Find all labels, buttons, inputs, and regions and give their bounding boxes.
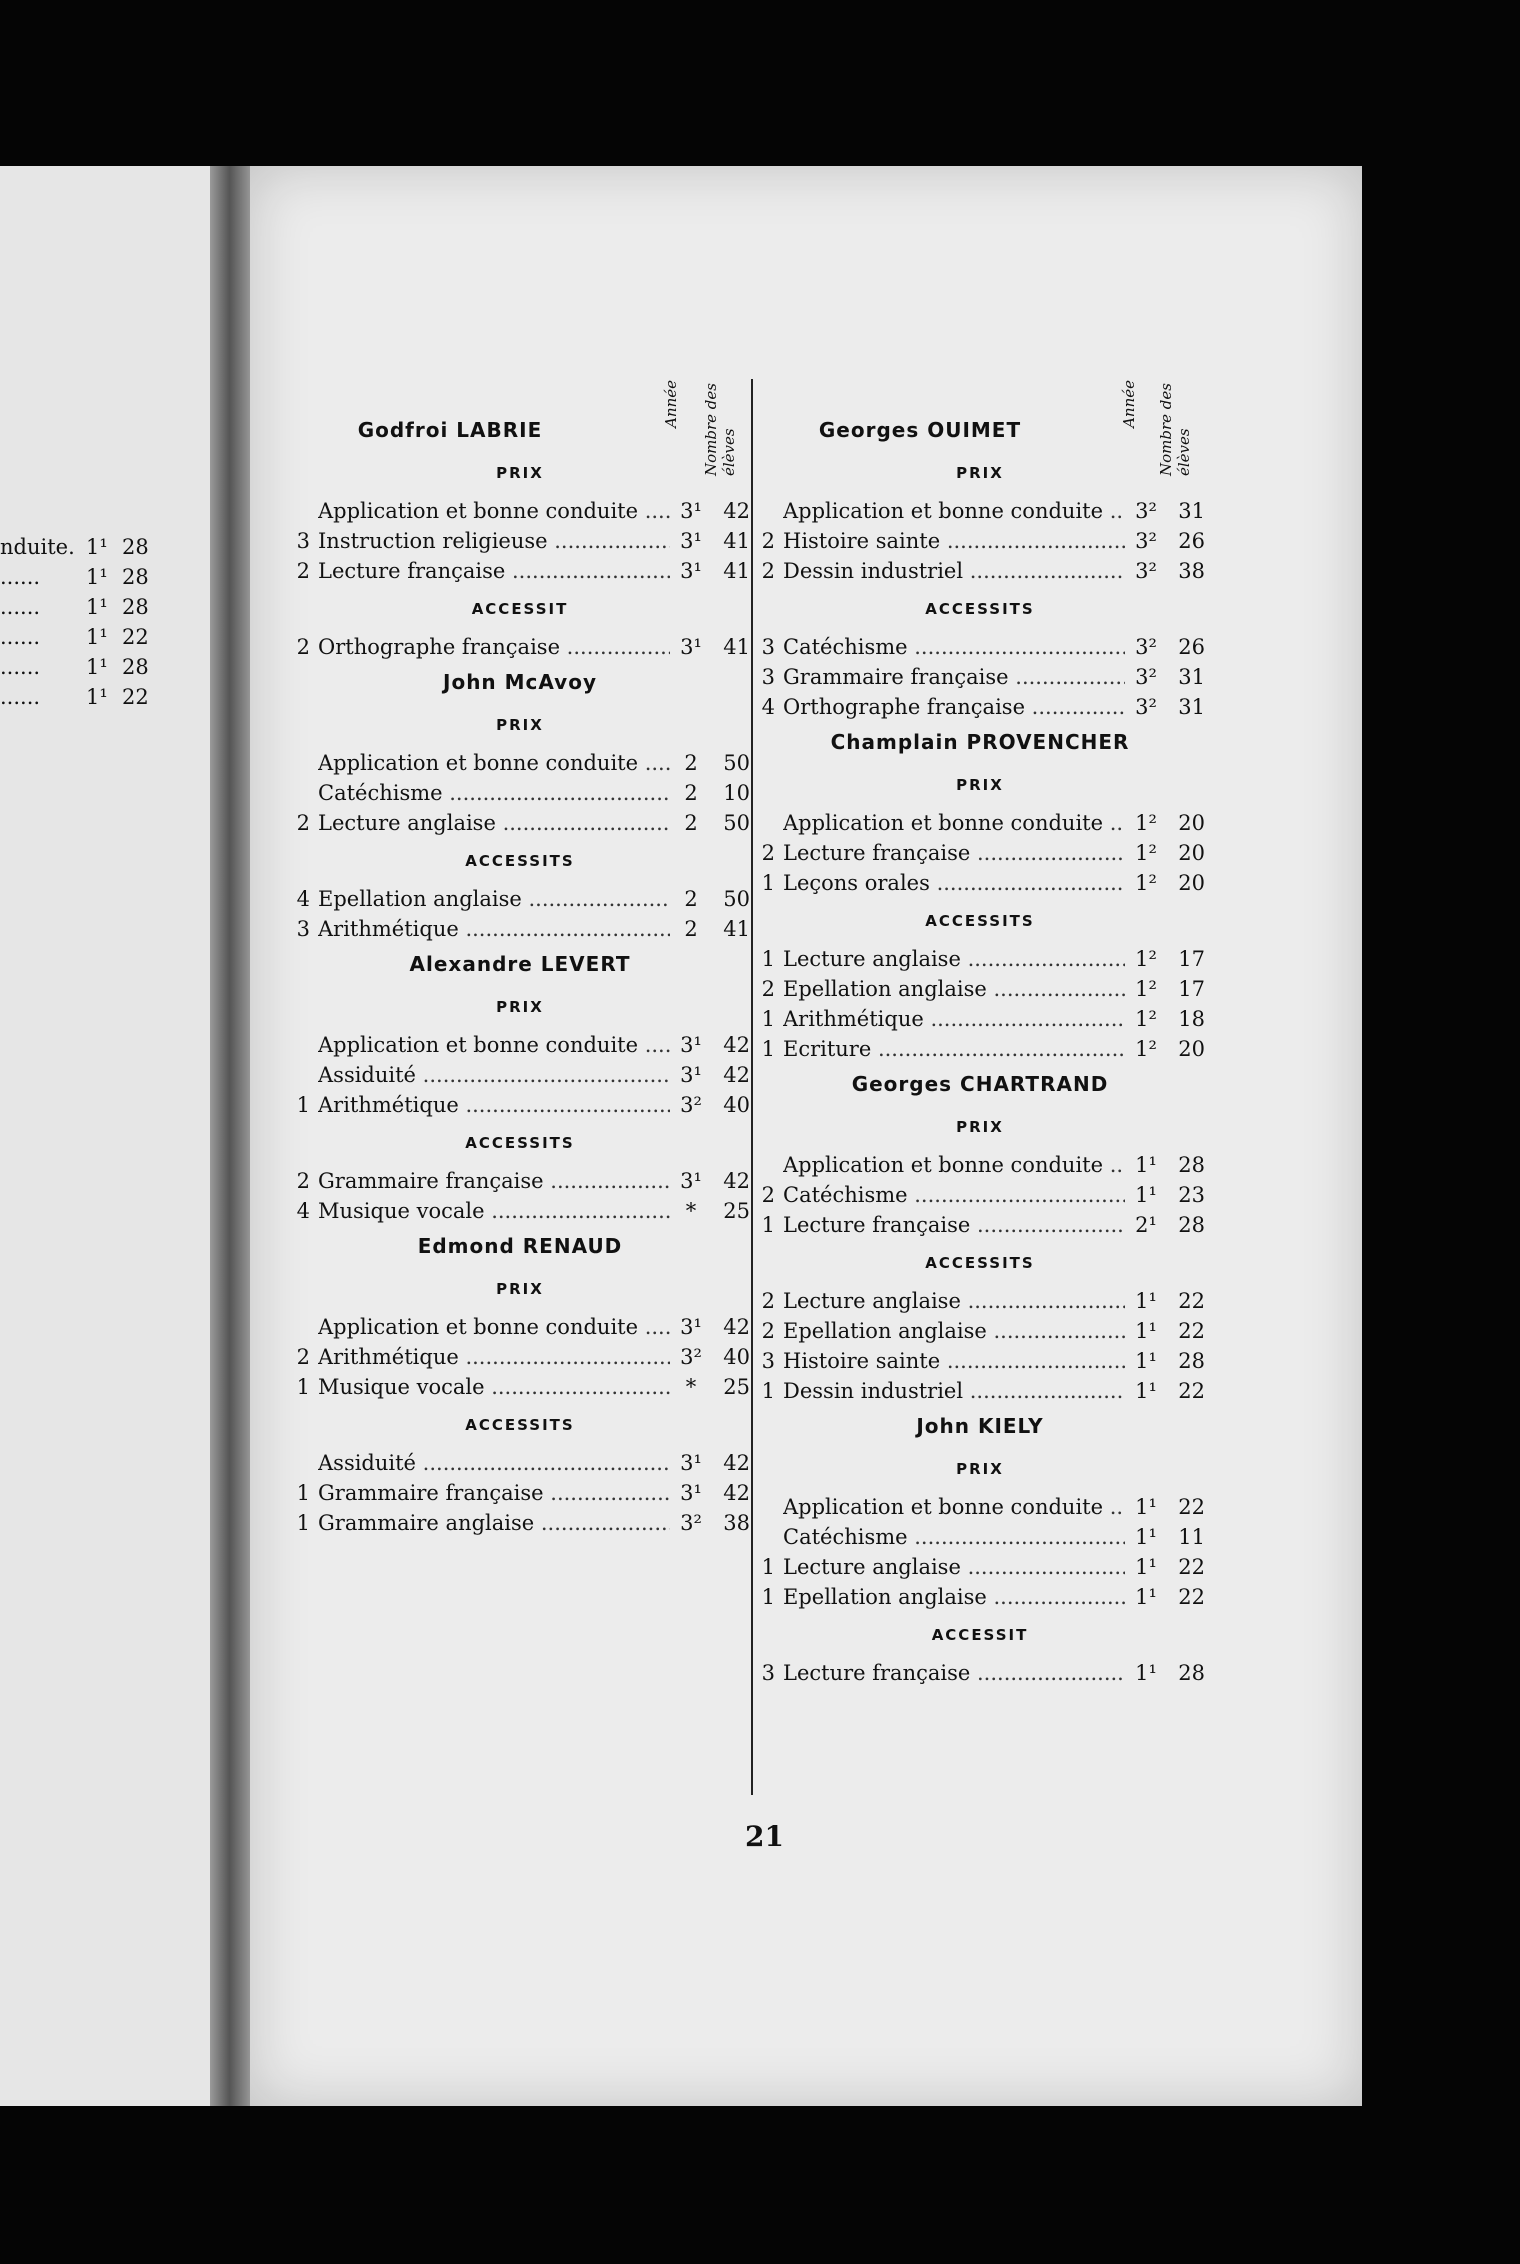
award-year: 3² bbox=[680, 1345, 702, 1369]
award-year: 3¹ bbox=[680, 529, 702, 553]
left-column bbox=[290, 380, 750, 1538]
award-row bbox=[755, 1492, 1205, 1522]
award-rank: 4 bbox=[296, 887, 310, 911]
award-row bbox=[755, 868, 1205, 898]
award-year: 1¹ bbox=[1135, 1379, 1157, 1403]
award-subject: Application et bonne conduite ..... bbox=[783, 1492, 1125, 1522]
count-header: Nombre des élèves bbox=[702, 383, 738, 476]
award-row bbox=[290, 1030, 750, 1060]
award-label: ACCESSITS bbox=[465, 852, 575, 870]
award-year: 2 bbox=[684, 887, 698, 911]
page-number: 21 bbox=[745, 1820, 784, 1853]
award-subject: Lecture française ..... bbox=[783, 838, 1125, 868]
award-rank: 3 bbox=[761, 1661, 775, 1685]
award-year: 1² bbox=[1135, 871, 1157, 895]
column-divider bbox=[751, 379, 753, 1795]
award-subject: Application et bonne conduite ..... bbox=[318, 748, 670, 778]
award-year: 2 bbox=[684, 811, 698, 835]
award-row bbox=[290, 632, 750, 662]
award-label: PRIX bbox=[496, 464, 544, 482]
award-count: 42 bbox=[723, 1169, 750, 1193]
award-rank: 2 bbox=[296, 559, 310, 583]
award-rank: 2 bbox=[761, 1289, 775, 1313]
award-year: 3¹ bbox=[680, 635, 702, 659]
award-subject: Epellation anglaise ..... bbox=[783, 974, 1125, 1004]
award-row bbox=[290, 1312, 750, 1342]
award-subject: Musique vocale ..... bbox=[318, 1196, 670, 1226]
student-name: Champlain PROVENCHER bbox=[830, 730, 1130, 754]
award-year: 1² bbox=[1135, 811, 1157, 835]
award-row bbox=[290, 914, 750, 944]
award-count: 23 bbox=[1178, 1183, 1205, 1207]
award-rank: 3 bbox=[296, 917, 310, 941]
award-row bbox=[755, 1552, 1205, 1582]
award-rank: 2 bbox=[761, 1183, 775, 1207]
fragment-count: 22 bbox=[122, 685, 149, 709]
award-rank: 1 bbox=[296, 1511, 310, 1535]
award-count: 22 bbox=[1178, 1555, 1205, 1579]
fragment-count: 22 bbox=[122, 625, 149, 649]
award-year: 1¹ bbox=[1135, 1525, 1157, 1549]
award-row bbox=[290, 1508, 750, 1538]
fragment-row bbox=[0, 562, 200, 592]
award-year: 1¹ bbox=[1135, 1319, 1157, 1343]
award-subject: Arithmétique ..... bbox=[318, 1090, 670, 1120]
award-count: 22 bbox=[1178, 1289, 1205, 1313]
award-year: 1² bbox=[1135, 947, 1157, 971]
student-name: Georges OUIMET bbox=[818, 418, 1022, 442]
award-subject: Grammaire anglaise ..... bbox=[318, 1508, 670, 1538]
award-count: 42 bbox=[723, 1451, 750, 1475]
award-row bbox=[755, 1150, 1205, 1180]
award-year: 3¹ bbox=[680, 1481, 702, 1505]
fragment-year: 1¹ bbox=[86, 595, 108, 619]
fragment-row bbox=[0, 532, 200, 562]
award-count: 41 bbox=[723, 635, 750, 659]
award-rank: 1 bbox=[761, 1213, 775, 1237]
student-name: John KIELY bbox=[916, 1414, 1044, 1438]
award-count: 41 bbox=[723, 917, 750, 941]
award-count: 40 bbox=[723, 1345, 750, 1369]
award-row bbox=[290, 556, 750, 586]
award-row bbox=[290, 526, 750, 556]
award-year: 3¹ bbox=[680, 1063, 702, 1087]
award-year: * bbox=[685, 1375, 697, 1399]
award-subject: Dessin industriel ..... bbox=[783, 556, 1125, 586]
award-rank: 4 bbox=[761, 695, 775, 719]
award-row bbox=[755, 1180, 1205, 1210]
award-year: 1² bbox=[1135, 977, 1157, 1001]
award-count: 10 bbox=[723, 781, 750, 805]
award-year: 1¹ bbox=[1135, 1495, 1157, 1519]
award-count: 28 bbox=[1178, 1213, 1205, 1237]
award-row bbox=[755, 944, 1205, 974]
award-count: 42 bbox=[723, 1481, 750, 1505]
award-rank: 2 bbox=[761, 559, 775, 583]
fragment-text: ...... bbox=[0, 625, 41, 649]
award-subject: Catéchisme ..... bbox=[783, 1522, 1125, 1552]
award-rank: 3 bbox=[761, 635, 775, 659]
student-name: John McAvoy bbox=[443, 670, 597, 694]
student-name: Edmond RENAUD bbox=[417, 1234, 623, 1258]
award-rank: 1 bbox=[761, 1037, 775, 1061]
award-label: ACCESSITS bbox=[925, 912, 1035, 930]
fragment-year: 1¹ bbox=[86, 565, 108, 589]
award-subject: Grammaire française ..... bbox=[318, 1166, 670, 1196]
award-rank: 1 bbox=[761, 1555, 775, 1579]
award-year: 1¹ bbox=[1135, 1153, 1157, 1177]
award-subject: Orthographe française ..... bbox=[783, 692, 1125, 722]
award-year: 3¹ bbox=[680, 1169, 702, 1193]
award-label: ACCESSITS bbox=[925, 1254, 1035, 1272]
award-row bbox=[290, 1060, 750, 1090]
year-header: Année bbox=[662, 380, 680, 428]
award-row bbox=[755, 1004, 1205, 1034]
award-rank: 3 bbox=[761, 665, 775, 689]
award-count: 42 bbox=[723, 1063, 750, 1087]
award-label: ACCESSIT bbox=[931, 1626, 1029, 1644]
award-year: 1² bbox=[1135, 1007, 1157, 1031]
award-year: 3² bbox=[1135, 635, 1157, 659]
award-year: 3¹ bbox=[680, 1033, 702, 1057]
fragment-year: 1¹ bbox=[86, 535, 108, 559]
award-subject: Lecture anglaise ..... bbox=[783, 1552, 1125, 1582]
award-subject: Lecture française ..... bbox=[318, 556, 670, 586]
fragment-row bbox=[0, 592, 200, 622]
award-count: 42 bbox=[723, 1315, 750, 1339]
fragment-text: ...... bbox=[0, 685, 41, 709]
award-rank: 1 bbox=[761, 1585, 775, 1609]
facing-page-fragments bbox=[0, 532, 200, 712]
award-count: 18 bbox=[1178, 1007, 1205, 1031]
award-rank: 2 bbox=[761, 529, 775, 553]
award-count: 17 bbox=[1178, 977, 1205, 1001]
award-subject: Arithmétique ..... bbox=[783, 1004, 1125, 1034]
student-name: Georges CHARTRAND bbox=[851, 1072, 1109, 1096]
award-rank: 1 bbox=[296, 1375, 310, 1399]
award-year: 1¹ bbox=[1135, 1183, 1157, 1207]
award-count: 38 bbox=[1178, 559, 1205, 583]
award-rank: 2 bbox=[761, 841, 775, 865]
award-subject: Arithmétique ..... bbox=[318, 1342, 670, 1372]
award-count: 17 bbox=[1178, 947, 1205, 971]
award-subject: Histoire sainte ..... bbox=[783, 526, 1125, 556]
award-row bbox=[290, 1342, 750, 1372]
award-label: PRIX bbox=[956, 776, 1004, 794]
award-row bbox=[755, 838, 1205, 868]
student-name: Godfroi LABRIE bbox=[357, 418, 543, 442]
award-label: PRIX bbox=[496, 998, 544, 1016]
award-row bbox=[755, 1316, 1205, 1346]
award-subject: Orthographe française ..... bbox=[318, 632, 670, 662]
award-year: 3² bbox=[680, 1093, 702, 1117]
award-rank: 1 bbox=[761, 947, 775, 971]
count-header: Nombre des élèves bbox=[1157, 383, 1193, 476]
award-rank: 2 bbox=[761, 1319, 775, 1343]
student-name: Alexandre LEVERT bbox=[409, 952, 631, 976]
award-label: ACCESSITS bbox=[925, 600, 1035, 618]
award-subject: Epellation anglaise ..... bbox=[783, 1582, 1125, 1612]
award-row bbox=[290, 884, 750, 914]
fragment-count: 28 bbox=[122, 535, 149, 559]
fragment-text: ...... bbox=[0, 595, 41, 619]
facing-page bbox=[0, 166, 228, 2106]
award-subject: Application et bonne conduite ..... bbox=[783, 808, 1125, 838]
award-count: 22 bbox=[1178, 1319, 1205, 1343]
fragment-year: 1¹ bbox=[86, 625, 108, 649]
award-count: 20 bbox=[1178, 1037, 1205, 1061]
award-rank: 1 bbox=[761, 1379, 775, 1403]
fragment-count: 28 bbox=[122, 595, 149, 619]
award-subject: Ecriture ..... bbox=[783, 1034, 1125, 1064]
award-row bbox=[755, 1034, 1205, 1064]
award-label: ACCESSITS bbox=[465, 1134, 575, 1152]
award-rank: 1 bbox=[761, 1007, 775, 1031]
award-subject: Dessin industriel ..... bbox=[783, 1376, 1125, 1406]
award-year: 3² bbox=[680, 1511, 702, 1535]
award-year: 1¹ bbox=[1135, 1349, 1157, 1373]
award-year: 1² bbox=[1135, 841, 1157, 865]
award-count: 38 bbox=[723, 1511, 750, 1535]
award-rank: 1 bbox=[761, 871, 775, 895]
award-row bbox=[755, 1346, 1205, 1376]
award-row bbox=[755, 1582, 1205, 1612]
fragment-count: 28 bbox=[122, 655, 149, 679]
award-subject: Catéchisme ..... bbox=[783, 632, 1125, 662]
award-year: 2¹ bbox=[1135, 1213, 1157, 1237]
award-count: 31 bbox=[1178, 499, 1205, 523]
award-subject: Epellation anglaise ..... bbox=[783, 1316, 1125, 1346]
award-row bbox=[755, 526, 1205, 556]
award-count: 31 bbox=[1178, 665, 1205, 689]
award-subject: Application et bonne conduite ..... bbox=[318, 496, 670, 526]
award-year: 3² bbox=[1135, 665, 1157, 689]
award-label: PRIX bbox=[496, 716, 544, 734]
award-subject: Application et bonne conduite ..... bbox=[318, 1030, 670, 1060]
award-row bbox=[290, 778, 750, 808]
award-subject: Catéchisme ..... bbox=[783, 1180, 1125, 1210]
award-label: ACCESSITS bbox=[465, 1416, 575, 1434]
award-rank: 3 bbox=[761, 1349, 775, 1373]
award-count: 28 bbox=[1178, 1153, 1205, 1177]
award-rank: 2 bbox=[296, 1345, 310, 1369]
award-year: 2 bbox=[684, 781, 698, 805]
award-subject: Lecture française ..... bbox=[783, 1658, 1125, 1688]
award-count: 22 bbox=[1178, 1495, 1205, 1519]
award-year: 3² bbox=[1135, 695, 1157, 719]
award-subject: Assiduité ..... bbox=[318, 1448, 670, 1478]
award-count: 22 bbox=[1178, 1379, 1205, 1403]
award-rank: 2 bbox=[296, 1169, 310, 1193]
award-rank: 4 bbox=[296, 1199, 310, 1223]
award-year: 3¹ bbox=[680, 499, 702, 523]
award-subject: Application et bonne conduite ..... bbox=[783, 1150, 1125, 1180]
award-year: 2 bbox=[684, 917, 698, 941]
award-row bbox=[755, 1522, 1205, 1552]
award-year: 1² bbox=[1135, 1037, 1157, 1061]
award-row bbox=[755, 496, 1205, 526]
award-year: 1¹ bbox=[1135, 1555, 1157, 1579]
award-rank: 1 bbox=[296, 1481, 310, 1505]
award-count: 42 bbox=[723, 1033, 750, 1057]
award-subject: Lecture anglaise ..... bbox=[318, 808, 670, 838]
fragment-text: nduite. bbox=[0, 535, 75, 559]
award-subject: Lecture anglaise ..... bbox=[783, 1286, 1125, 1316]
award-rank: 2 bbox=[296, 811, 310, 835]
award-subject: Arithmétique ..... bbox=[318, 914, 670, 944]
award-count: 41 bbox=[723, 529, 750, 553]
fragment-count: 28 bbox=[122, 565, 149, 589]
award-label: PRIX bbox=[956, 464, 1004, 482]
award-row bbox=[290, 1478, 750, 1508]
award-year: * bbox=[685, 1199, 697, 1223]
award-count: 11 bbox=[1178, 1525, 1205, 1549]
award-count: 20 bbox=[1178, 811, 1205, 835]
award-rank: 2 bbox=[296, 635, 310, 659]
award-subject: Application et bonne conduite ..... bbox=[783, 496, 1125, 526]
award-subject: Lecture française ..... bbox=[783, 1210, 1125, 1240]
award-count: 20 bbox=[1178, 871, 1205, 895]
award-label: PRIX bbox=[956, 1460, 1004, 1478]
award-subject: Catéchisme ..... bbox=[318, 778, 670, 808]
fragment-text: ...... bbox=[0, 565, 41, 589]
award-count: 50 bbox=[723, 751, 750, 775]
award-row bbox=[755, 808, 1205, 838]
fragment-row bbox=[0, 652, 200, 682]
award-year: 1¹ bbox=[1135, 1289, 1157, 1313]
award-count: 26 bbox=[1178, 529, 1205, 553]
award-row bbox=[290, 808, 750, 838]
award-year: 3¹ bbox=[680, 1451, 702, 1475]
fragment-row bbox=[0, 682, 200, 712]
award-subject: Musique vocale ..... bbox=[318, 1372, 670, 1402]
award-subject: Application et bonne conduite ..... bbox=[318, 1312, 670, 1342]
award-label: PRIX bbox=[956, 1118, 1004, 1136]
award-row bbox=[290, 1372, 750, 1402]
award-row bbox=[290, 748, 750, 778]
award-row bbox=[755, 974, 1205, 1004]
award-count: 31 bbox=[1178, 695, 1205, 719]
award-rank: 2 bbox=[761, 977, 775, 1001]
award-year: 3¹ bbox=[680, 1315, 702, 1339]
award-label: ACCESSIT bbox=[471, 600, 569, 618]
award-subject: Leçons orales ..... bbox=[783, 868, 1125, 898]
award-row bbox=[290, 496, 750, 526]
award-count: 50 bbox=[723, 887, 750, 911]
award-year: 3² bbox=[1135, 559, 1157, 583]
award-row bbox=[755, 1210, 1205, 1240]
award-rank: 1 bbox=[296, 1093, 310, 1117]
award-subject: Instruction religieuse ..... bbox=[318, 526, 670, 556]
award-year: 1¹ bbox=[1135, 1585, 1157, 1609]
award-row bbox=[290, 1090, 750, 1120]
fragment-year: 1¹ bbox=[86, 685, 108, 709]
award-count: 40 bbox=[723, 1093, 750, 1117]
award-count: 22 bbox=[1178, 1585, 1205, 1609]
award-count: 25 bbox=[723, 1199, 750, 1223]
award-row bbox=[290, 1196, 750, 1226]
right-column bbox=[755, 380, 1205, 1688]
year-header: Année bbox=[1120, 380, 1138, 428]
award-year: 2 bbox=[684, 751, 698, 775]
award-year: 1¹ bbox=[1135, 1661, 1157, 1685]
award-subject: Lecture anglaise ..... bbox=[783, 944, 1125, 974]
award-rank: 3 bbox=[296, 529, 310, 553]
award-row bbox=[755, 692, 1205, 722]
award-count: 28 bbox=[1178, 1349, 1205, 1373]
award-row bbox=[755, 632, 1205, 662]
award-count: 25 bbox=[723, 1375, 750, 1399]
award-subject: Assiduité ..... bbox=[318, 1060, 670, 1090]
award-year: 3¹ bbox=[680, 559, 702, 583]
award-count: 28 bbox=[1178, 1661, 1205, 1685]
award-count: 41 bbox=[723, 559, 750, 583]
award-count: 26 bbox=[1178, 635, 1205, 659]
fragment-year: 1¹ bbox=[86, 655, 108, 679]
award-year: 3² bbox=[1135, 499, 1157, 523]
award-row bbox=[755, 1376, 1205, 1406]
award-row bbox=[290, 1448, 750, 1478]
award-year: 3² bbox=[1135, 529, 1157, 553]
award-subject: Histoire sainte ..... bbox=[783, 1346, 1125, 1376]
award-subject: Epellation anglaise ..... bbox=[318, 884, 670, 914]
award-count: 50 bbox=[723, 811, 750, 835]
award-count: 42 bbox=[723, 499, 750, 523]
award-row bbox=[755, 1658, 1205, 1688]
award-count: 20 bbox=[1178, 841, 1205, 865]
award-row bbox=[755, 556, 1205, 586]
award-label: PRIX bbox=[496, 1280, 544, 1298]
fragment-text: ...... bbox=[0, 655, 41, 679]
fragment-row bbox=[0, 622, 200, 652]
award-row bbox=[755, 1286, 1205, 1316]
award-row bbox=[755, 662, 1205, 692]
award-subject: Grammaire française ..... bbox=[783, 662, 1125, 692]
award-row bbox=[290, 1166, 750, 1196]
award-subject: Grammaire française ..... bbox=[318, 1478, 670, 1508]
